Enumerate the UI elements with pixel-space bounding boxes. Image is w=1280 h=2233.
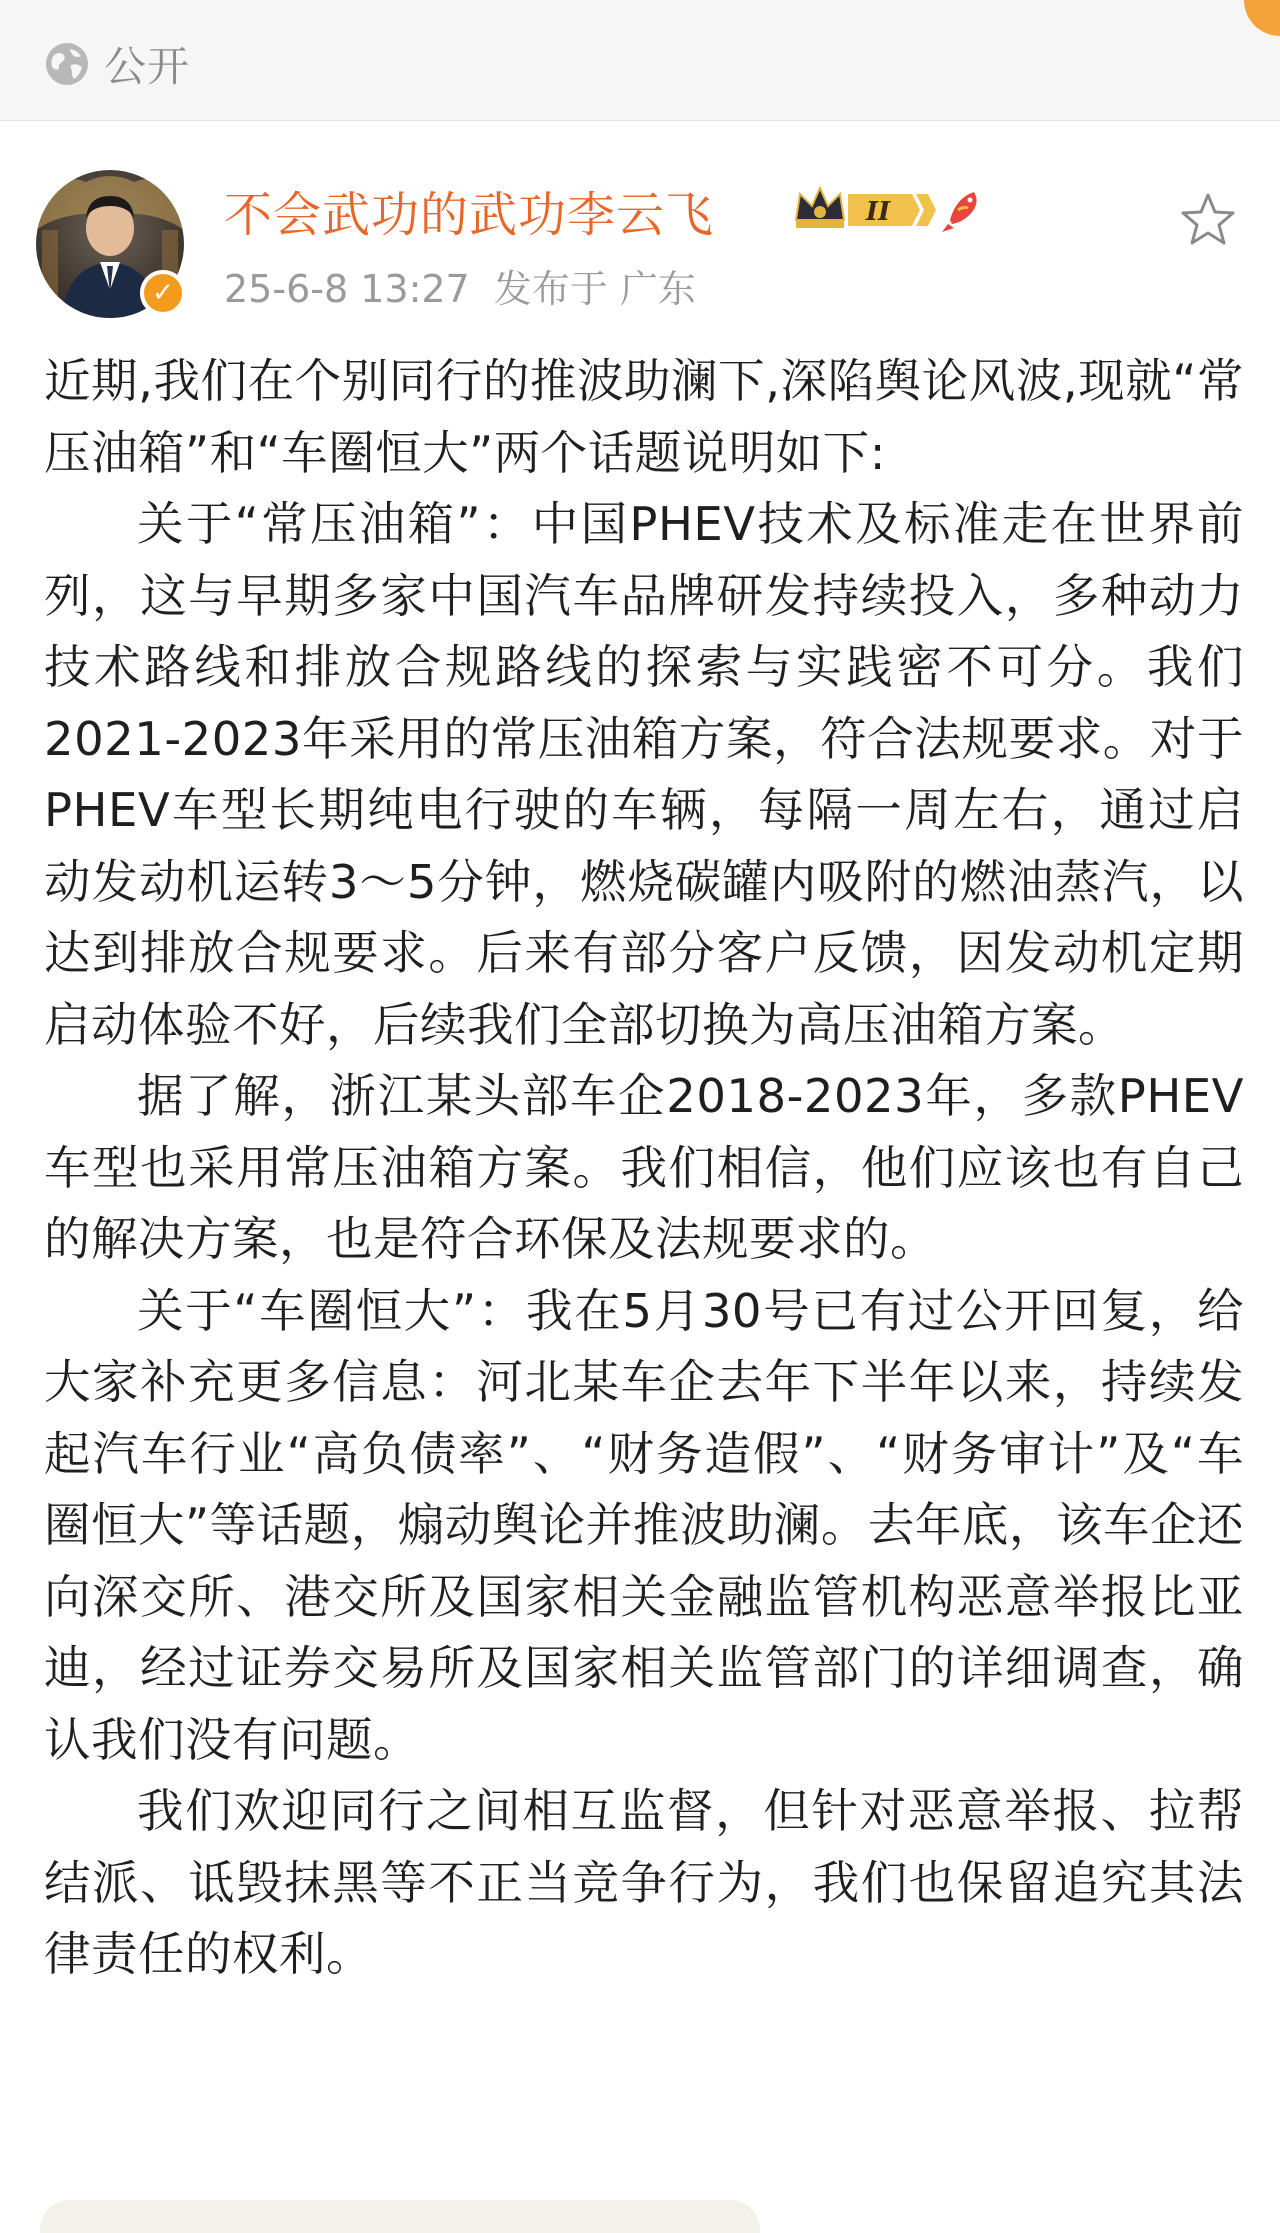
post-paragraph-intro: 近期,我们在个别同行的推波助澜下,深陷舆论风波,现就“常压油箱”和“车圈恒大”两个话题说明如下: [44,354,1244,480]
post-paragraph-closing: 我们欢迎同行之间相互监督，但针对恶意举报、拉帮结派、诋毁抹黑等不正当竞争行为，我们也保留追究其法律责任的权利。 [44,1784,1244,1981]
post-paragraph-evergrande: 关于“车圈恒大”：我在5月30号已有过公开回复，给大家补充更多信息：河北某车企去年下半年以来，持续发起汽车行业“高负债率”、“财务造假”、“财务审计”及“车圈恒大”等话题，煽动舆论并推波助澜。去年底，该车企还向深交所、港交所及国家相关金融监管机构恶意举报比亚迪，经过证券交易所及国家相关监管部门的详细调查，确认我们没有问题。 [44,1283,1244,1767]
koi-fish-icon [942,192,977,232]
verified-check-icon: ✓ [140,270,186,316]
badge-level-text: II [865,197,891,227]
visibility-bar [0,0,1280,121]
post-paragraph-fuel-tank: 关于“常压油箱”：中国PHEV技术及标准走在世界前列，这与早期多家中国汽车品牌研发持续投入，多种动力技术路线和排放合规路线的探索与实践密不可分。我们2021-2023年采用的常压油箱方案，符合法规要求。对于PHEV车型长期纯电行驶的车辆，每隔一周左右，通过启动发动机运转3～5分钟，燃烧碳罐内吸附的燃油蒸汽，以达到排放合规要求。后来有部分客户反馈，因发动机定期启动体验不好，后续我们全部切换为高压油箱方案。 [44,497,1244,1052]
post-location: 发布于 广东 [493,267,696,311]
visibility-indicator[interactable] [44,34,190,94]
globe-icon [44,41,90,87]
post-body [44,346,1244,1991]
bottom-card-edge [40,2200,760,2233]
star-outline-icon[interactable] [1178,190,1238,250]
crown-badge-icon [792,180,988,240]
post-time: 25-6-8 13:27 [224,267,470,311]
member-badge[interactable] [792,180,988,240]
author-name[interactable]: 不会武功的武功李云飞 [224,187,715,243]
visibility-label: 公开 [104,42,191,91]
corner-accent [1244,0,1280,36]
author-header [36,170,1246,320]
post-meta [224,258,696,313]
post-paragraph-zhejiang: 据了解，浙江某头部车企2018-2023年，多款PHEV车型也采用常压油箱方案。我们相信，他们应该也有自己的解决方案，也是符合环保及法规要求的。 [44,1069,1244,1266]
